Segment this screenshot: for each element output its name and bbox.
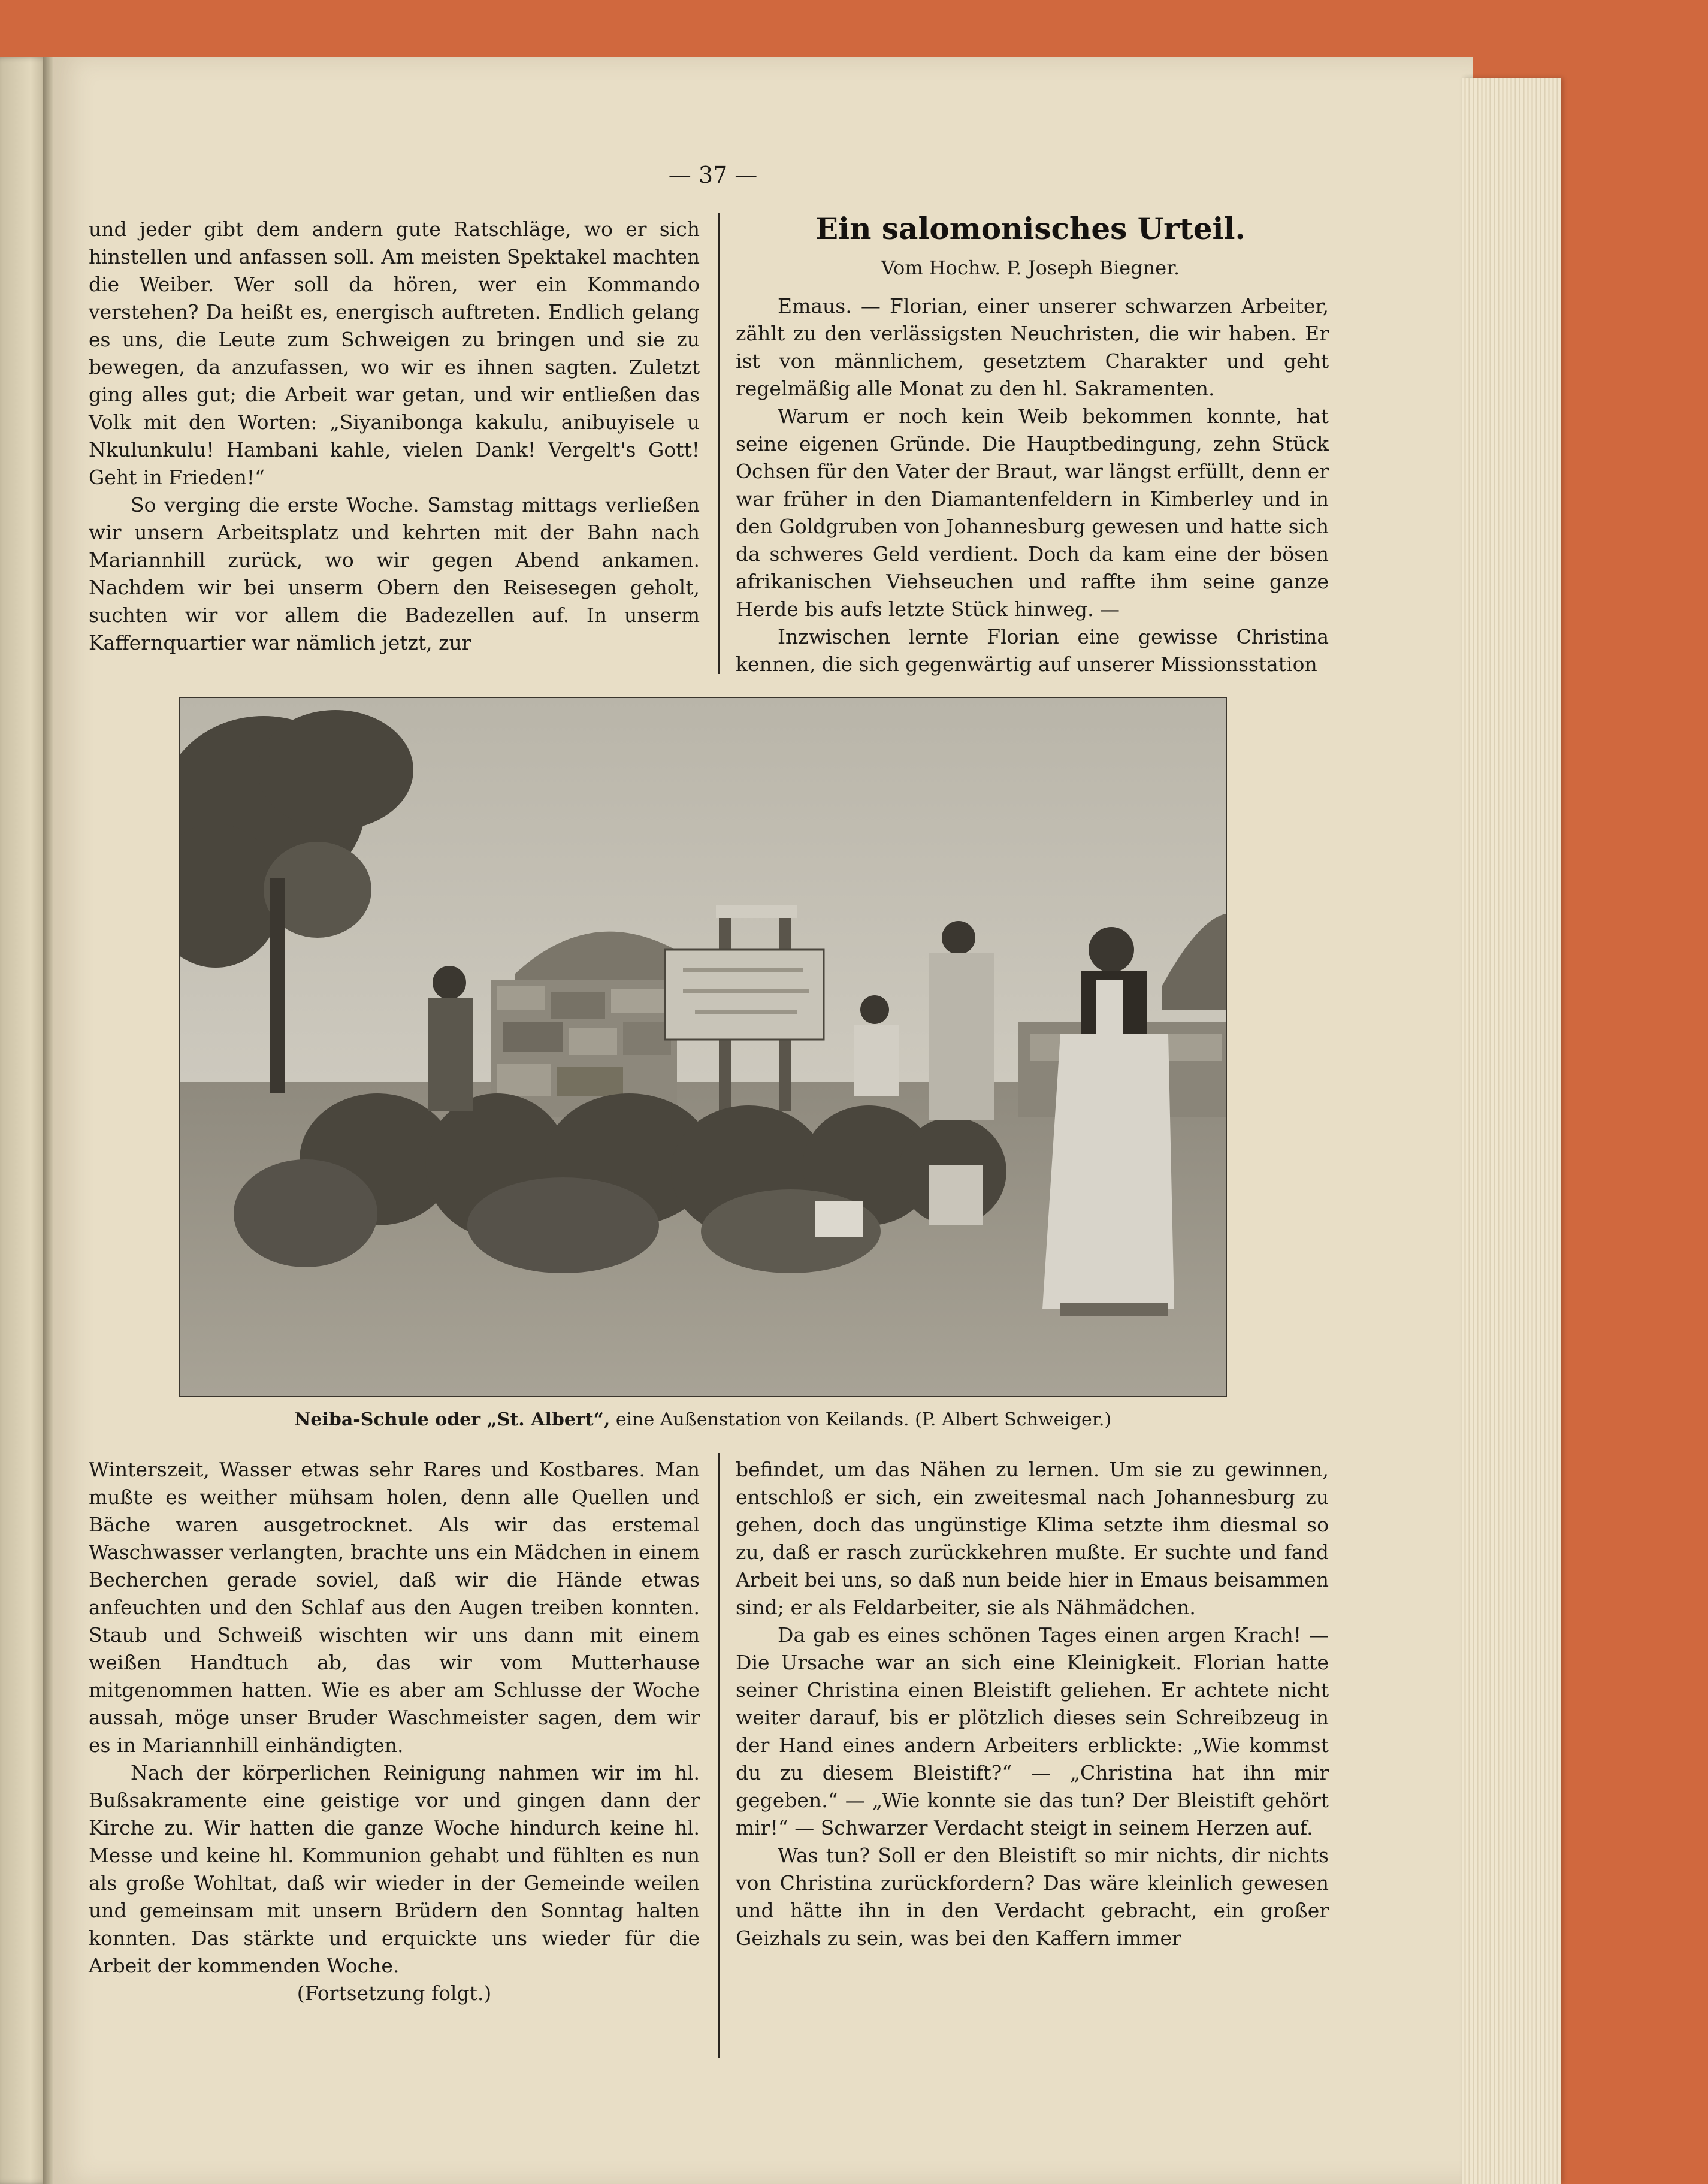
column-bottom-right xyxy=(736,1456,1329,1952)
paragraph: So verging die erste Woche. Samstag mittags verließen wir unsern Arbeitsplatz und kehrten mit der Bahn nach Mariannhill zurück, wo wir gegen Abend ankamen. Nachdem wir bei unserm Obern den Reisesegen geholt, suchten wir vor allem die Badezellen auf. In unserm Kaffernquartier war nämlich jetzt, zur xyxy=(89,493,700,654)
caption-title: Neiba-Schule oder „St. Albert“, xyxy=(294,1409,610,1430)
article-title: Ein salomonisches Urteil. xyxy=(815,211,1246,246)
photo-caption xyxy=(180,1409,1226,1430)
page-number: — 37 — xyxy=(668,162,758,188)
school-photograph xyxy=(179,697,1227,1397)
paragraph: Warum er noch kein Weib bekommen konnte, hat seine eigenen Gründe. Die Hauptbedingung, zehn Stück Ochsen für den Vater der Braut, war längst erfüllt, denn er war früher in den Diamantenfeldern in Kimberley und in den Goldgruben von Johannesburg gewesen und hatte sich da schweres Geld verdient. Doch da kam eine der bösen afrikanischen Viehseuchen und raffte ihm seine ganze Herde bis aufs letzte Stück hinweg. — xyxy=(736,404,1329,621)
paragraph: und jeder gibt dem andern gute Ratschläge, wo er sich hinstellen und anfassen soll. Am meisten Spektakel machten die Weiber. Wer soll da hören, wer ein Kommando verstehen? Da heißt es, energisch auftreten. Endlich gelang es uns, die Leute zum Schweigen zu bringen und sie zu bewegen, da anzufassen, wo wir es ihnen sagten. Zuletzt ging alles gut; die Arbeit war getan, und wir entließen das Volk mit den Worten: „Siyanibonga kakulu, anibuyisele u Nkulunkulu! Hambani kahle, vielen Dank! Vergelt's Gott! Geht in Frieden!“ xyxy=(89,218,700,489)
column-divider xyxy=(718,1453,720,2058)
paragraph: Was tun? Soll er den Bleistift so mir nichts, dir nichts von Christina zurückfordern? Das wäre kleinlich gewesen und hätte ihn in den Verdacht gebracht, ein großer Geizhals zu sein, was bei den Kaffern immer xyxy=(736,1844,1329,1950)
article-byline: Vom Hochw. P. Joseph Biegner. xyxy=(881,256,1180,279)
paragraph: Nach der körperlichen Reinigung nahmen wir im hl. Bußsakramente eine geistige vor und gingen dann der Kirche zu. Wir hatten die ganze Woche hindurch keine hl. Messe und keine hl. Kommunion gehabt und fühlten es nun als große Wohltat, daß wir wieder in der Gemeinde weilen und gemeinsam mit unsern Brüdern den Sonntag halten konnten. Das stärkte und erquickte uns wieder für die Arbeit der kommenden Woche. xyxy=(89,1761,700,1977)
paragraph: befindet, um das Nähen zu lernen. Um sie zu gewinnen, entschloß er sich, ein zweitesmal nach Johannesburg zu gehen, doch das ungünstige Klima setzte ihm diesmal so zu, daß er rasch zurückkehren mußte. Er suchte und fand Arbeit bei uns, so daß nun beide hier in Emaus beisammen sind; er als Feldarbeiter, sie als Nähmädchen. xyxy=(736,1458,1329,1619)
continuation-note: (Fortsetzung folgt.) xyxy=(297,1981,492,2005)
paragraph: Winterszeit, Wasser etwas sehr Rares und Kostbares. Man mußte es weither mühsam holen, denn alle Quellen und Bäche waren ausgetrocknet. Als wir das erstemal Waschwasser verlangten, brachte uns ein Mädchen in einem Becherchen gerade soviel, daß wir die Hände etwas anfeuchten und den Schlaf aus den Augen treiben konnten. Staub und Schweiß wischten wir uns dann mit einem weißen Handtuch ab, das wir vom Mutterhause mitgenommen hatten. Wie es aber am Schlusse der Woche aussah, möge unser Bruder Waschmeister sagen, dem wir es in Mariannhill einhändigten. xyxy=(89,1458,700,1757)
column-top-left xyxy=(89,216,700,657)
caption-text: eine Außenstation von Keilands. (P. Albert Schweiger.) xyxy=(610,1409,1112,1430)
paragraph: Da gab es eines schönen Tages einen argen Krach! — Die Ursache war an sich eine Kleinigkeit. Florian hatte seiner Christina einen Bleistift geliehen. Er achtete nicht weiter darauf, bis er plötzlich dieses sein Schreibzeug in der Hand eines andern Arbeiters erblickte: „Wie kommst du zu diesem Bleistift?“ — „Christina hat ihn mir gegeben.“ — „Wie konnte sie das tun? Der Bleistift gehört mir!“ — Schwarzer Verdacht steigt in seinem Herzen auf. xyxy=(736,1623,1329,1839)
column-divider xyxy=(718,213,720,674)
paragraph: Inzwischen lernte Florian eine gewisse Christina kennen, die sich gegenwärtig auf unserer Missionsstation xyxy=(736,625,1329,676)
photo-illustration xyxy=(180,698,1226,1396)
column-top-right xyxy=(736,292,1329,678)
page-stack-edges xyxy=(1462,78,1561,2184)
paragraph: Emaus. — Florian, einer unserer schwarzen Arbeiter, zählt zu den verlässigsten Neuchristen, die wir haben. Er ist von männlichem, gesetztem Charakter und geht regelmäßig alle Monat zu den hl. Sakramenten. xyxy=(736,294,1329,400)
column-bottom-left xyxy=(89,1456,700,2007)
